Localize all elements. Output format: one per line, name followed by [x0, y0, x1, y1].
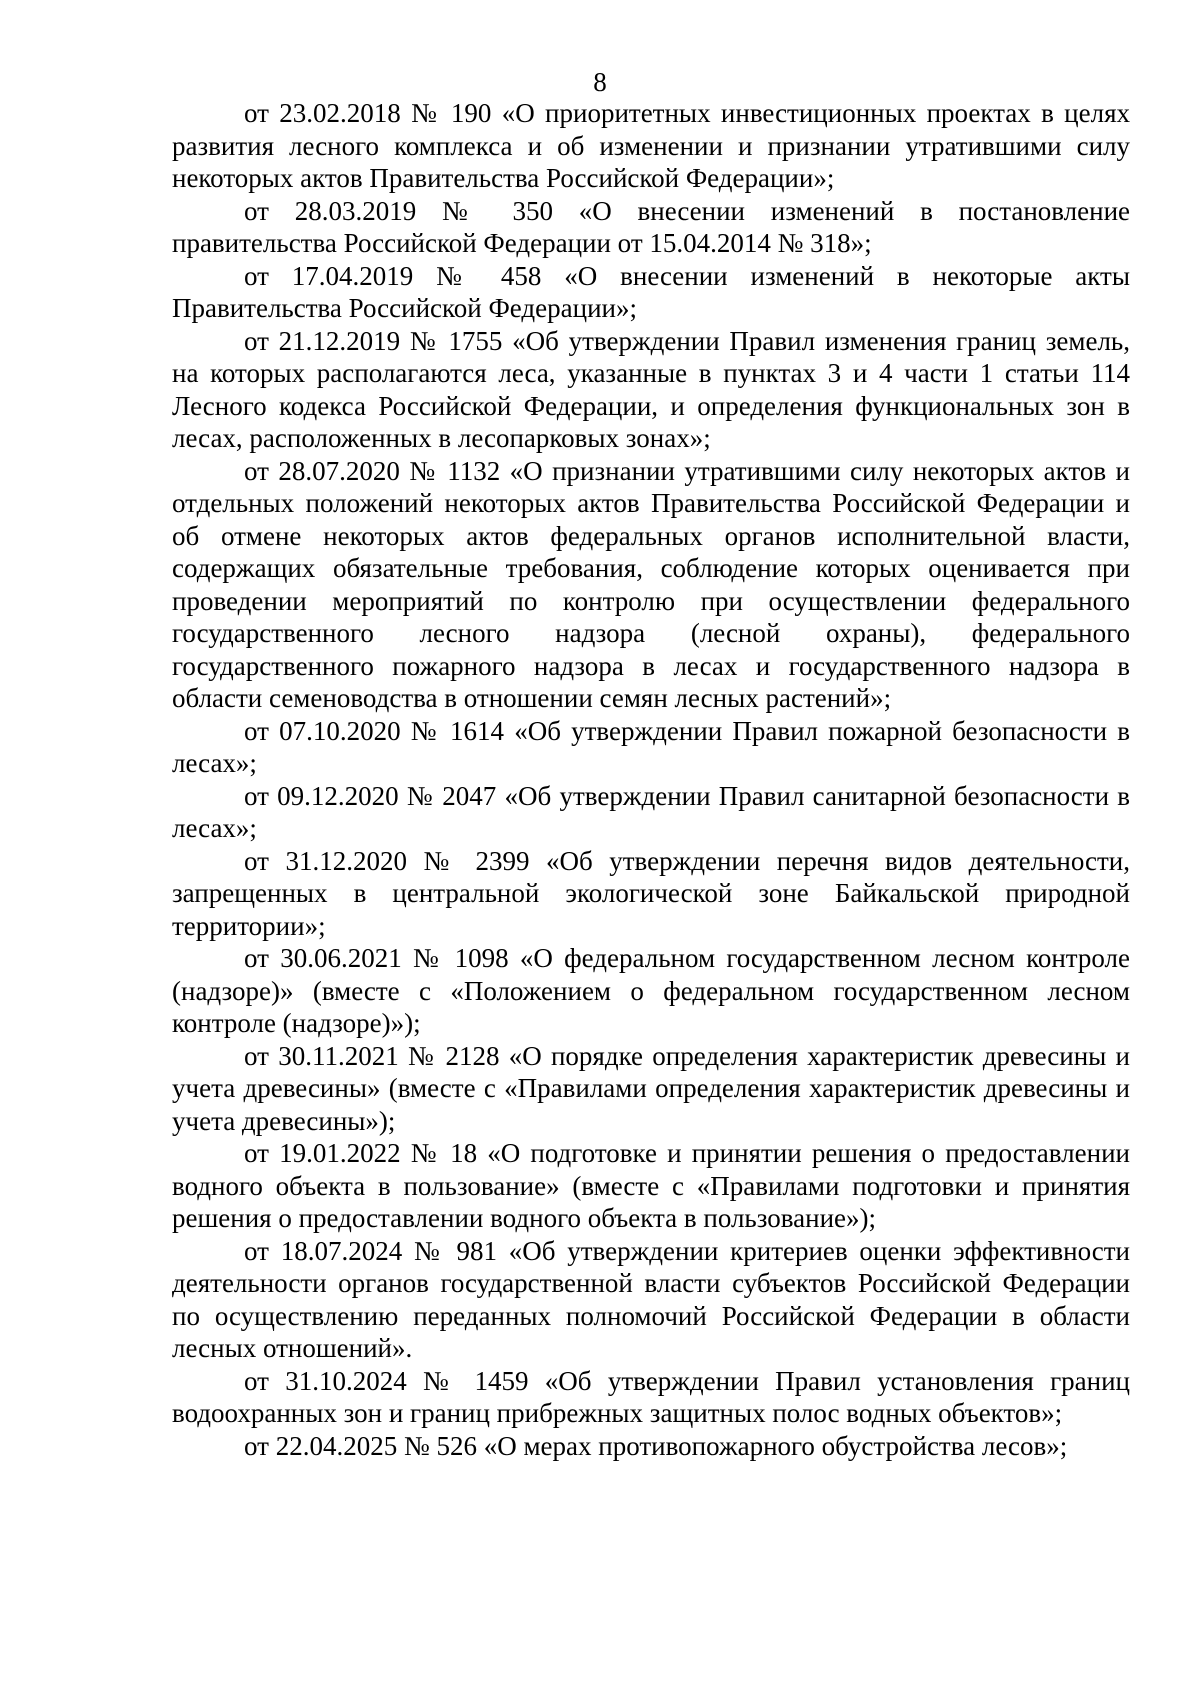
resolution-item: от 30.11.2021 № 2128 «О порядке определения характеристик древесины и учета древесины» (вместе с «Правилами определения характеристик древесины и учета древесины»); [172, 1040, 1130, 1136]
resolution-item: от 31.12.2020 № 2399 «Об утверждении перечня видов деятельности, запрещенных в центральной экологической зоне Байкальской природной территории»; [172, 845, 1130, 941]
resolution-item: от 28.07.2020 № 1132 «О признании утратившими силу некоторых актов и отдельных положений некоторых актов Правительства Российской Федерации и об отмене некоторых актов федеральных органов исполнительной власти, содержащих обязательные требования, соблюдение которых оценивается при проведении мероприятий по контролю при осуществлении федерального государственного лесного надзора (лесной охраны), федерального государственного пожарного надзора в лесах и государственного надзора в области семеноводства в отношении семян лесных растений»; [172, 455, 1130, 713]
resolution-item: от 09.12.2020 № 2047 «Об утверждении Правил санитарной безопасности в лесах»; [172, 780, 1130, 843]
resolution-item: от 31.10.2024 № 1459 «Об утверждении Правил установления границ водоохранных зон и границ прибрежных защитных полос водных объектов»; [172, 1365, 1130, 1428]
page-number: 8 [593, 67, 607, 97]
resolution-item: от 23.02.2018 № 190 «О приоритетных инвестиционных проектах в целях развития лесного комплекса и об изменении и признании утратившими силу некоторых актов Правительства Российской Федерации»; [172, 98, 1130, 193]
resolution-item: от 30.06.2021 № 1098 «О федеральном государственном лесном контроле (надзоре)» (вместе с «Положением о федеральном государственном лесном контроле (надзоре)»); [172, 943, 1130, 1038]
resolution-item: от 18.07.2024 № 981 «Об утверждении критериев оценки эффективности деятельности органов государственной власти субъектов Российской Федерации по осуществлению переданных полномочий Российской Федерации в области лесных отношений». [172, 1235, 1130, 1363]
resolution-item: от 22.04.2025 № 526 «О мерах противопожарного обустройства лесов»; [244, 1430, 1068, 1461]
document-body [172, 97, 1130, 1462]
resolution-item: от 21.12.2019 № 1755 «Об утверждении Правил изменения границ земель, на которых располагаются леса, указанные в пунктах 3 и 4 части 1 статьи 114 Лесного кодекса Российской Федерации, и определения функциональных зон в лесах, расположенных в лесопарковых зонах»; [172, 325, 1130, 453]
resolution-item: от 19.01.2022 № 18 «О подготовке и принятии решения о предоставлении водного объекта в пользование» (вместе с «Правилами подготовки и принятия решения о предоставлении водного объекта в пользование»); [172, 1138, 1130, 1233]
resolution-item: от 07.10.2020 № 1614 «Об утверждении Правил пожарной безопасности в лесах»; [172, 715, 1130, 778]
resolution-item: от 17.04.2019 № 458 «О внесении изменений в некоторые акты Правительства Российской Федерации»; [172, 260, 1130, 323]
resolution-item: от 28.03.2019 № 350 «О внесении изменений в постановление правительства Российской Федерации от 15.04.2014 № 318»; [172, 195, 1130, 258]
